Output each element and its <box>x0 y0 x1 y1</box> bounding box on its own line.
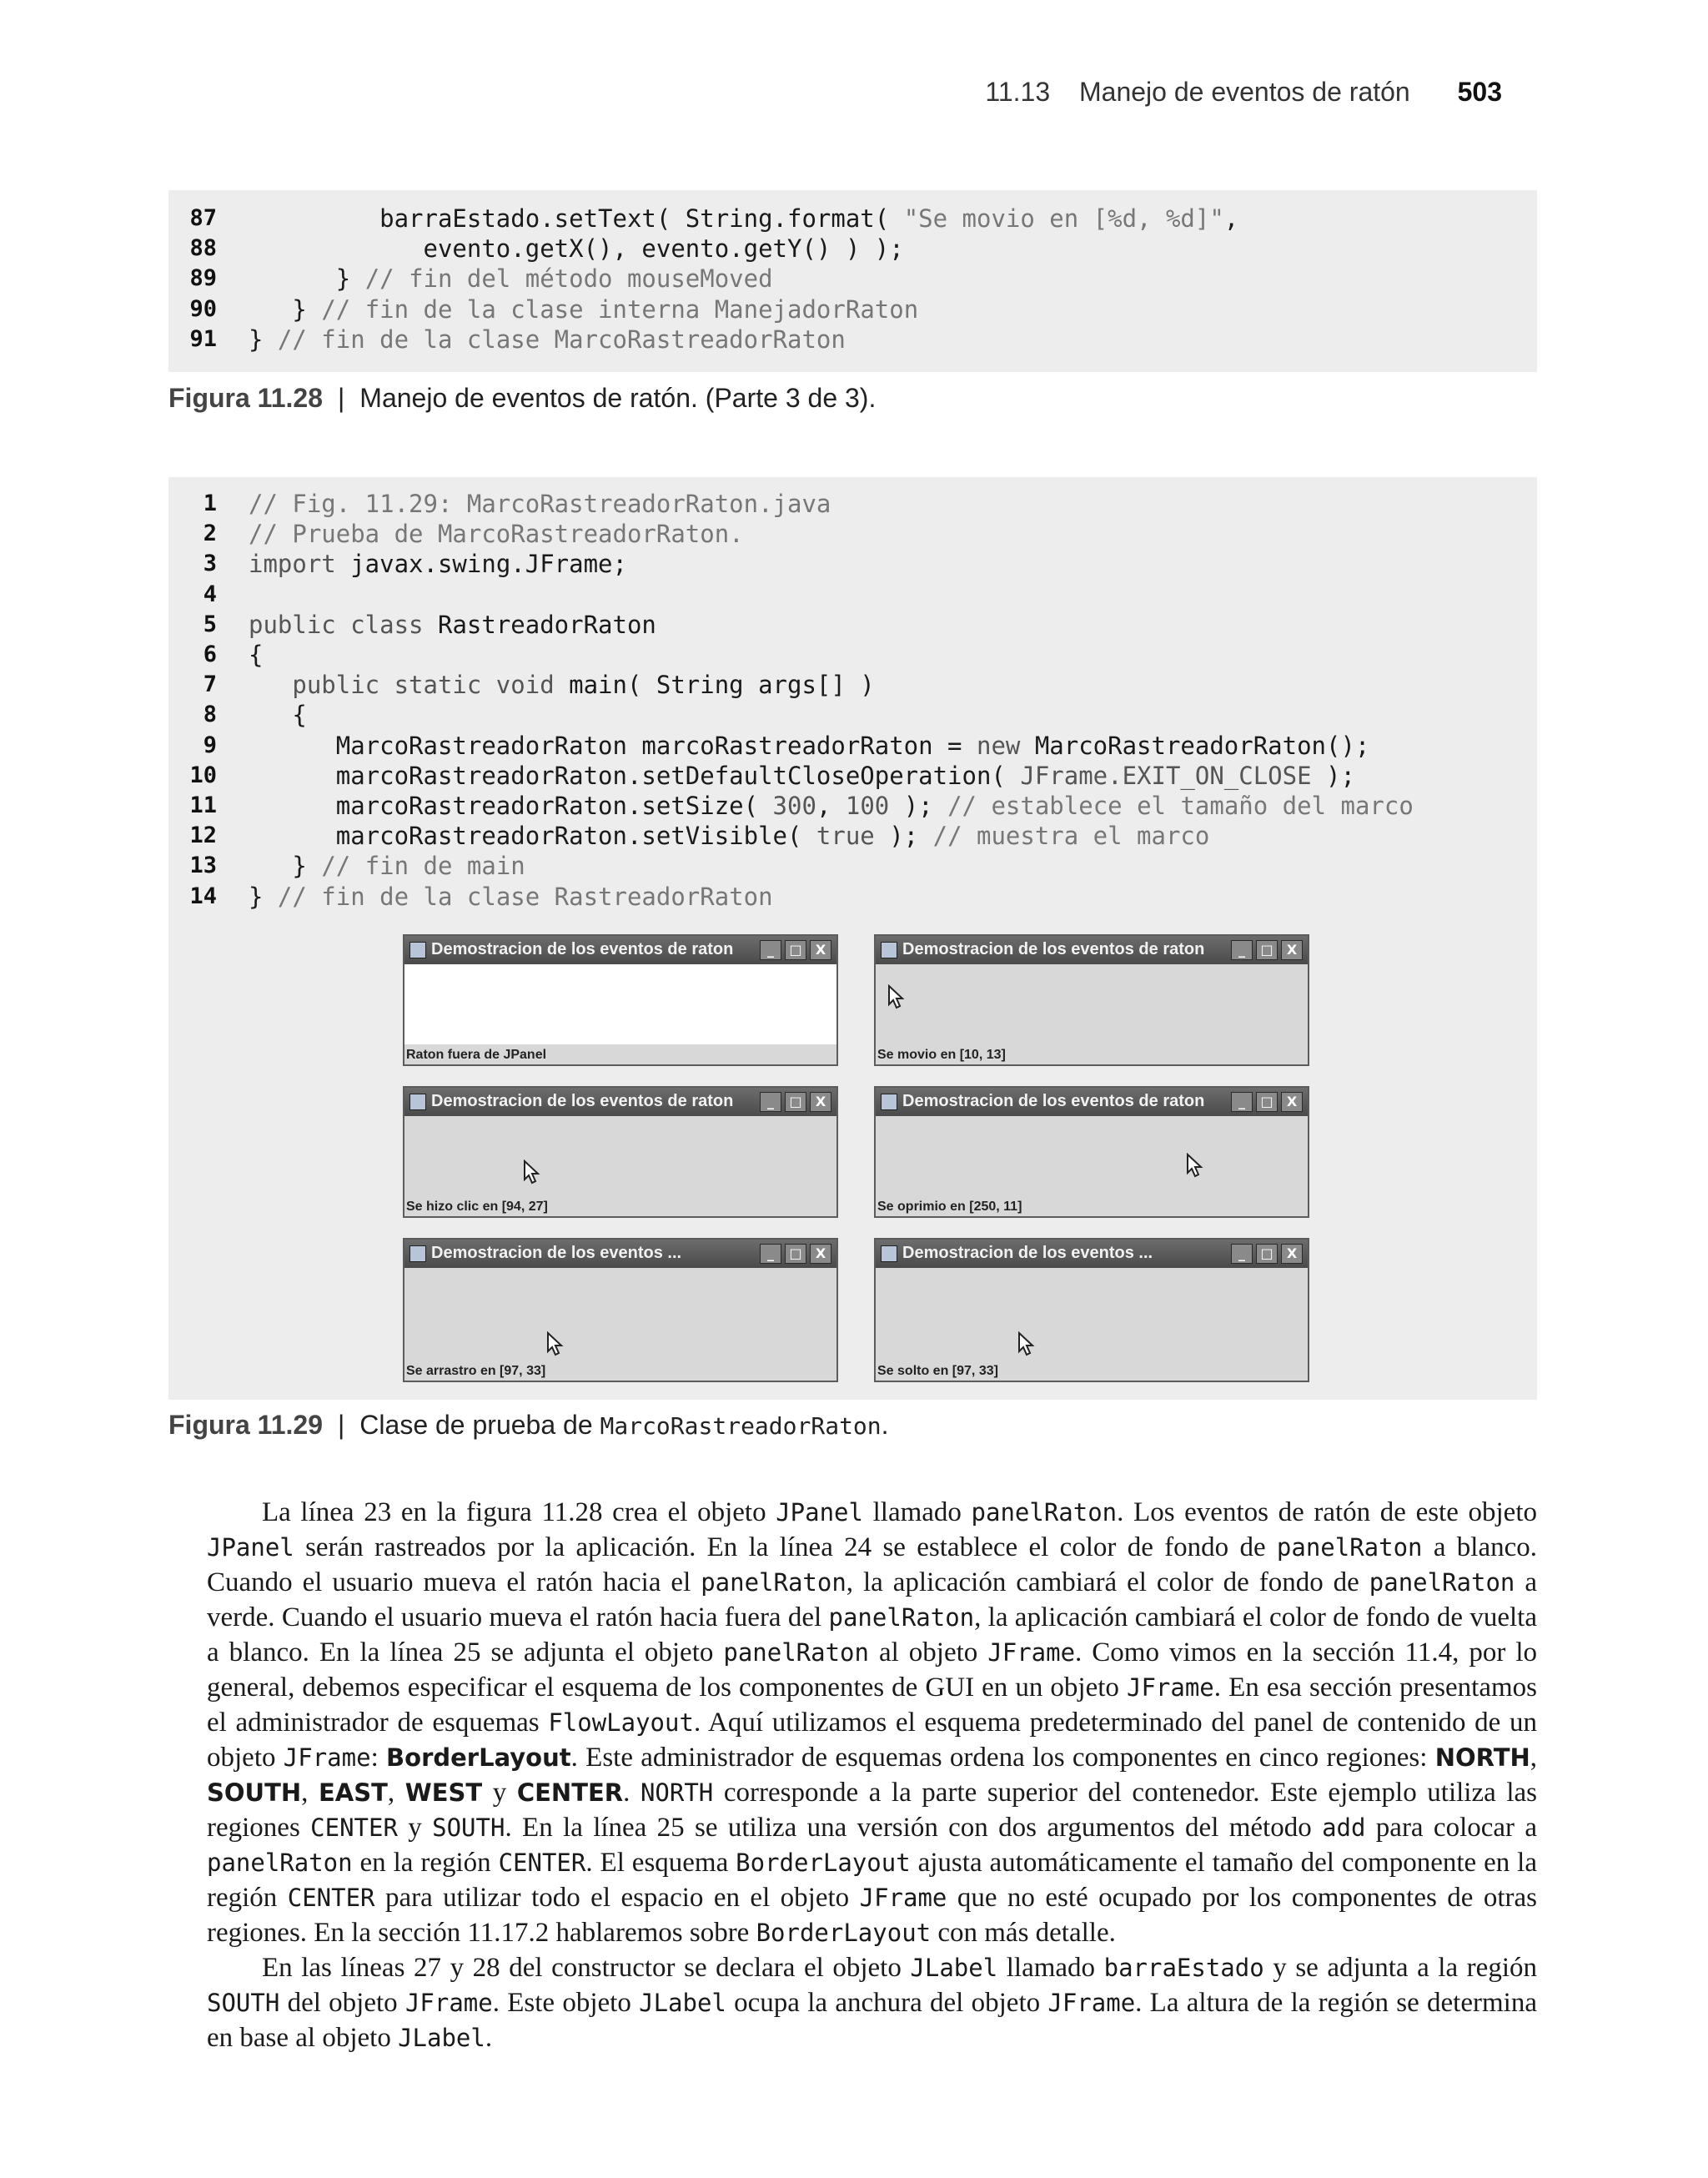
line-number: 90 <box>189 295 217 322</box>
window-controls <box>756 1244 831 1264</box>
java-app-icon <box>409 942 426 958</box>
line-number: 5 <box>203 611 217 637</box>
close-button: X <box>1281 940 1303 960</box>
line-number: 2 <box>203 521 217 547</box>
line-number: 6 <box>203 641 217 667</box>
figure-caption-text: Manejo de eventos de ratón. (Parte 3 de 3). <box>359 383 877 413</box>
java-app-icon <box>409 1245 426 1262</box>
code-text: marcoRastreadorRaton.setSize( 300, 100 ); // establece el tamaño del marco <box>249 792 1414 820</box>
minimize-button: _ <box>760 1244 781 1264</box>
minimize-button: _ <box>1231 1244 1253 1264</box>
line-number: 87 <box>189 205 217 231</box>
line-number: 14 <box>189 883 217 909</box>
running-head <box>985 77 1502 108</box>
maximize-button: □ <box>1256 1092 1278 1112</box>
mouse-cursor-icon <box>1017 1331 1036 1356</box>
status-bar-label: Se solto en [97, 33] <box>877 1364 998 1378</box>
window-title: Demostracion de los eventos de raton <box>431 1092 734 1110</box>
minimize-button: _ <box>1231 940 1253 960</box>
screenshot-window <box>403 1238 838 1382</box>
line-number: 10 <box>189 762 217 788</box>
window-title: Demostracion de los eventos de raton <box>431 940 734 958</box>
window-controls <box>756 1092 831 1112</box>
window-controls <box>1228 940 1303 960</box>
line-number: 91 <box>189 325 217 352</box>
window-titlebar <box>876 1240 1308 1268</box>
code-text: // Prueba de MarcoRastreadorRaton. <box>249 520 744 549</box>
code-text: barraEstado.setText( String.format( "Se movio en [%d, %d]", <box>249 204 1239 233</box>
close-button: X <box>1281 1244 1303 1264</box>
window-title: Demostracion de los eventos ... <box>431 1244 682 1262</box>
line-number: 8 <box>203 702 217 728</box>
status-bar-label: Raton fuera de JPanel <box>406 1048 547 1062</box>
status-bar-label: Se hizo clic en [94, 27] <box>406 1200 548 1214</box>
window-title: Demostracion de los eventos de raton <box>902 1092 1205 1110</box>
window-controls <box>1228 1244 1303 1264</box>
line-number: 11 <box>189 792 217 818</box>
mouse-cursor-icon <box>523 1159 541 1185</box>
figure-number: Figura 11.29 <box>168 1410 323 1440</box>
mouse-cursor-icon <box>546 1331 565 1356</box>
minimize-button: _ <box>760 940 781 960</box>
window-titlebar <box>876 936 1308 964</box>
close-button: X <box>810 940 831 960</box>
code-text: // Fig. 11.29: MarcoRastreadorRaton.java <box>249 490 831 518</box>
line-number: 1 <box>203 490 217 516</box>
status-bar-label: Se arrastro en [97, 33] <box>406 1364 546 1378</box>
screenshot-window <box>874 1086 1309 1218</box>
code-text: public class RastreadorRaton <box>249 610 656 639</box>
screenshot-window <box>874 1238 1309 1382</box>
code-listing-11-28 <box>168 190 1537 372</box>
window-title: Demostracion de los eventos de raton <box>902 940 1205 958</box>
window-controls <box>1228 1092 1303 1112</box>
window-titlebar <box>404 936 836 964</box>
code-text: } // fin de la clase RastreadorRaton <box>249 882 773 911</box>
code-text: { <box>249 641 264 669</box>
maximize-button: □ <box>1256 1244 1278 1264</box>
window-titlebar <box>404 1240 836 1268</box>
section-number: 11.13 <box>985 77 1051 107</box>
line-number: 3 <box>203 551 217 577</box>
section-title: Manejo de eventos de ratón <box>1079 77 1410 107</box>
code-text: } // fin del método mouseMoved <box>249 264 773 294</box>
code-text: } // fin de main <box>249 852 525 881</box>
mouse-cursor-icon <box>1186 1153 1204 1178</box>
mouse-panel <box>876 1116 1308 1196</box>
maximize-button: □ <box>785 940 806 960</box>
code-text: marcoRastreadorRaton.setVisible( true ); // muestra el marco <box>249 822 1210 851</box>
line-number: 89 <box>189 265 217 292</box>
java-app-icon <box>409 1094 426 1110</box>
figure-caption-11-28: Figura 11.28 | Manejo de eventos de ratón. (Parte 3 de 3). <box>168 383 877 413</box>
mouse-panel <box>876 964 1308 1044</box>
status-bar-label: Se oprimio en [250, 11] <box>877 1200 1022 1214</box>
figure-number: Figura 11.28 <box>168 383 323 413</box>
page-number: 503 <box>1457 77 1502 107</box>
line-number: 88 <box>189 235 217 262</box>
close-button: X <box>810 1092 831 1112</box>
mouse-cursor-icon <box>887 984 906 1009</box>
java-app-icon <box>881 1245 897 1262</box>
line-number: 7 <box>203 672 217 698</box>
code-text: import javax.swing.JFrame; <box>249 550 627 579</box>
mouse-panel <box>876 1268 1308 1361</box>
code-text: } // fin de la clase interna ManejadorRaton <box>249 294 919 324</box>
status-bar-label: Se movio en [10, 13] <box>877 1048 1006 1062</box>
close-button: X <box>1281 1092 1303 1112</box>
mouse-panel <box>404 1116 836 1196</box>
code-text: evento.getX(), evento.getY() ) ); <box>249 234 904 264</box>
maximize-button: □ <box>785 1244 806 1264</box>
screenshot-window <box>403 934 838 1066</box>
line-number: 9 <box>203 732 217 758</box>
figure-caption-code: MarcoRastreadorRaton <box>600 1412 882 1440</box>
code-text: } // fin de la clase MarcoRastreadorRaton <box>249 324 846 354</box>
minimize-button: _ <box>1231 1092 1253 1112</box>
code-text: public static void main( String args[] ) <box>249 671 875 700</box>
java-app-icon <box>881 1094 897 1110</box>
screenshot-window <box>874 934 1309 1066</box>
code-text: marcoRastreadorRaton.setDefaultCloseOperation( JFrame.EXIT_ON_CLOSE ); <box>249 761 1355 790</box>
figure-caption-11-29: Figura 11.29 | Clase de prueba de MarcoRastreadorRaton. <box>168 1410 889 1440</box>
mouse-panel <box>404 1268 836 1361</box>
screenshot-window <box>403 1086 838 1218</box>
mouse-panel <box>404 964 836 1044</box>
window-titlebar <box>876 1088 1308 1116</box>
close-button: X <box>810 1244 831 1264</box>
code-text: { <box>249 701 307 730</box>
body-paragraph-1: La línea 23 en la figura 11.28 crea el objeto JPanel llamado panelRaton. Los eventos de ratón de este objeto JPanel serán rastreados por la aplicación. En la línea 24 se establece el color de fondo de panelRaton a blanco. Cuando el usuario mueva el ratón hacia el panelRaton, la aplicación cambiará el color de fondo de panelRaton a verde. Cuando el usuario mueva el ratón hacia fuera del panelRaton, la aplicación cambiará el color de fondo de vuelta a blanco. En la línea 25 se adjunta el objeto panelRaton al objeto JFrame. Como vimos en la sección 11.4, por lo general, debemos especificar el esquema de los componentes de GUI en un objeto JFrame. En esa sección presentamos el administrador de esquemas FlowLayout. Aquí utilizamos el esquema predeterminado del panel de contenido de un objeto JFrame: BorderLayout. Este administrador de esquemas ordena los componentes en cinco regiones: NORTH, SOUTH, EAST, WEST y CENTER. NORTH corresponde a la parte superior del contenedor. Este ejemplo utiliza las regiones CENTER y SOUTH. En la línea 25 se utiliza una versión con dos argumentos del método add para colocar a panelRaton en la región CENTER. El esquema BorderLayout ajusta automáticamente el tamaño del componente en la región CENTER para utilizar todo el espacio en el objeto JFrame que no esté ocupado por los componentes de otras regiones. En la sección 11.17.2 hablaremos sobre BorderLayout con más detalle. <box>207 1497 1538 1948</box>
figure-caption-text: Clase de prueba de <box>359 1410 600 1440</box>
code-listing-11-29 <box>168 477 1537 1400</box>
window-controls <box>756 940 831 960</box>
window-title: Demostracion de los eventos ... <box>902 1244 1153 1262</box>
maximize-button: □ <box>785 1092 806 1112</box>
code-text: MarcoRastreadorRaton marcoRastreadorRaton = new MarcoRastreadorRaton(); <box>249 731 1370 760</box>
minimize-button: _ <box>760 1092 781 1112</box>
window-titlebar <box>404 1088 836 1116</box>
line-number: 12 <box>189 822 217 849</box>
line-number: 4 <box>203 581 217 607</box>
maximize-button: □ <box>1256 940 1278 960</box>
body-paragraph-2: En las líneas 27 y 28 del constructor se declara el objeto JLabel llamado barraEstado y se adjunta a la región SOUTH del objeto JFrame. Este objeto JLabel ocupa la anchura del objeto JFrame. La altura de la región se determina en base al objeto JLabel. <box>207 1953 1537 2053</box>
java-app-icon <box>881 942 897 958</box>
line-number: 13 <box>189 853 217 879</box>
